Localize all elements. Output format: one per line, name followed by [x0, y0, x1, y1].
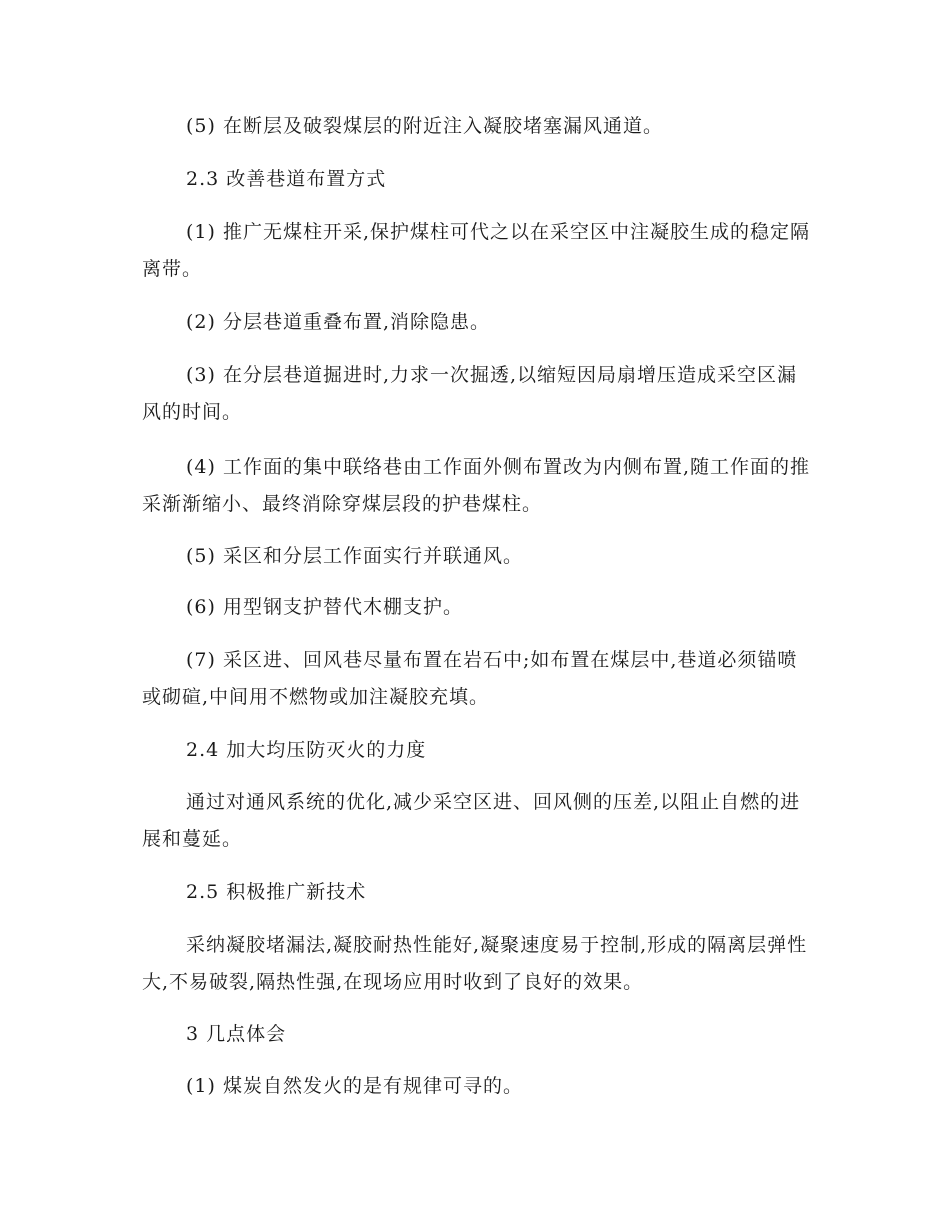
- paragraph-steel-support: (6) 用型钢支护替代木棚支护。: [186, 596, 463, 618]
- paragraph-connection-roadway: (4) 工作面的集中联络巷由工作面外侧布置改为内侧布置,随工作面的推采渐渐缩小、最终消除穿煤层段的护巷煤柱。: [142, 456, 810, 515]
- paragraph-pillarless-mining: (1) 推广无煤柱开采,保护煤柱可代之以在采空区中注凝胶生成的稳定隔离带。: [142, 221, 810, 280]
- paragraph-roadway-excavation: (3) 在分层巷道掘进时,力求一次掘透,以缩短因局扇增压造成采空区漏风的时间。: [142, 364, 798, 423]
- paragraph-combustion-pattern: (1) 煤炭自然发火的是有规律可寻的。: [186, 1075, 523, 1097]
- paragraph-layered-roadway: (2) 分层巷道重叠布置,消除隐患。: [186, 311, 490, 333]
- paragraph-gel-sealing: 采纳凝胶堵漏法,凝胶耐热性能好,凝聚速度易于控制,形成的隔离层弹性大,不易破裂,隔热性强,在现场应用时收到了良好的效果。: [142, 934, 808, 993]
- paragraph-roadway-in-rock: (7) 采区进、回风巷尽量布置在岩石中;如布置在煤层中,巷道必须锚喷或砌碹,中间用不燃物或加注凝胶充填。: [142, 649, 798, 708]
- section-heading-2-5: 2.5 积极推广新技术: [186, 881, 367, 903]
- section-heading-3: 3 几点体会: [186, 1023, 287, 1045]
- paragraph-ventilation-optimization: 通过对通风系统的优化,减少采空区进、回风侧的压差,以阻止自燃的进展和蔓延。: [142, 791, 801, 850]
- paragraph-parallel-ventilation: (5) 采区和分层工作面实行并联通风。: [186, 545, 523, 567]
- section-heading-2-3: 2.3 改善巷道布置方式: [186, 168, 387, 190]
- paragraph-fault-injection: (5) 在断层及破裂煤层的附近注入凝胶堵塞漏风通道。: [186, 115, 663, 137]
- section-heading-2-4: 2.4 加大均压防灭火的力度: [186, 739, 427, 761]
